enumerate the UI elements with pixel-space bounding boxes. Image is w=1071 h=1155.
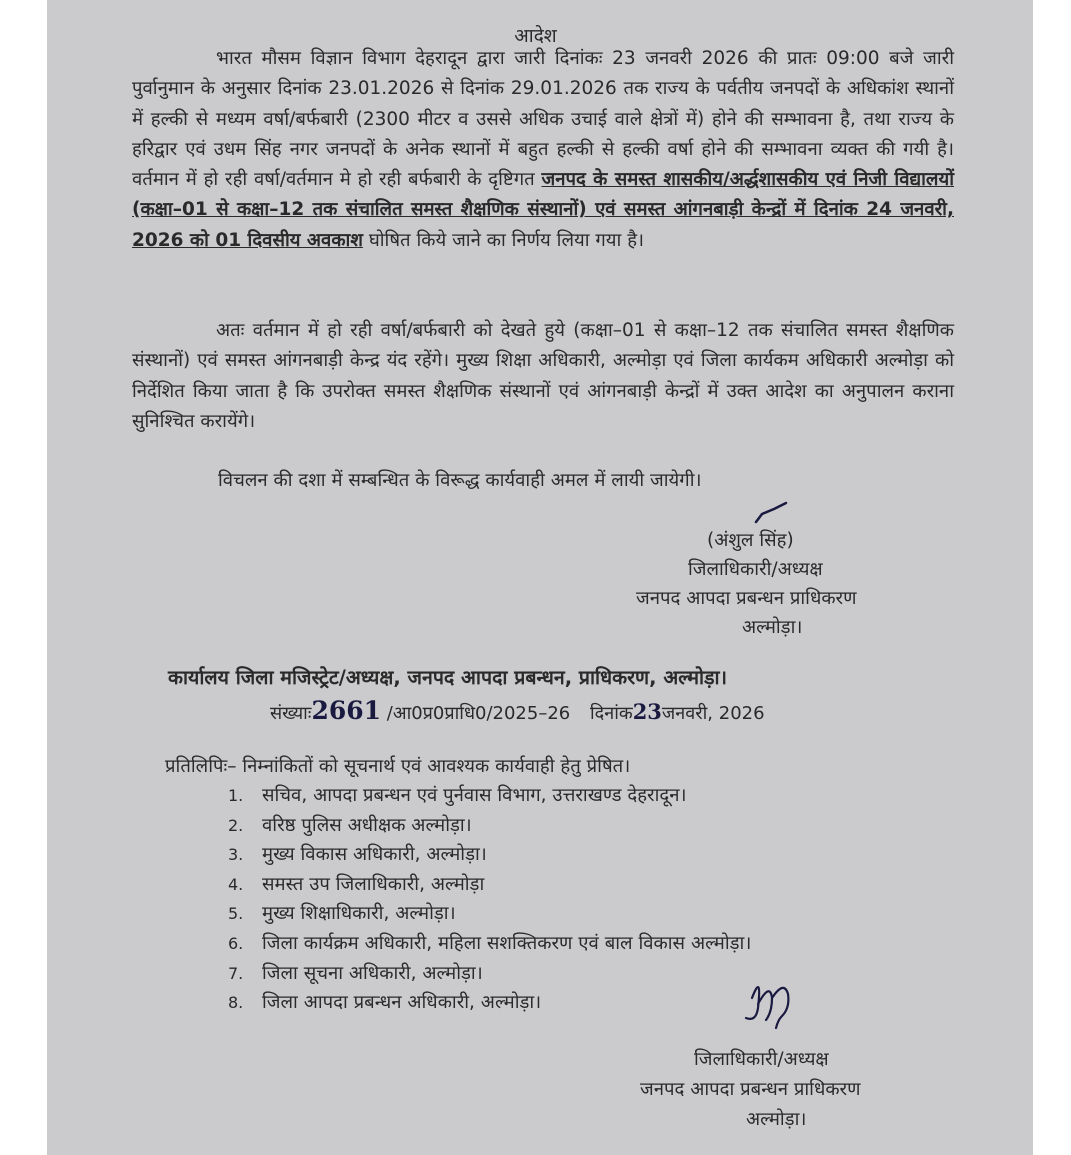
signatory-authority-2: जनपद आपदा प्रबन्धन प्राधिकरण <box>640 1079 861 1100</box>
list-item-number: 2. <box>228 815 244 835</box>
list-item <box>228 959 751 989</box>
order-paragraph-1-end: घोषित किये जाने का निर्णय लिया गया है। <box>362 229 645 251</box>
list-item-text: जिला सूचना अधिकारी, अल्मोड़ा। <box>262 962 483 984</box>
order-paragraph-1-intro: भारत मौसम विज्ञान विभाग देहरादून द्वारा जारी दिनांकः 23 जनवरी 2026 की प्रातः 09:00 बजे जारी पुर्वानुमान के अनुसार दिनांक 23.01.2026 से दिनांक 29.01.2026 तक राज्य के पर्वतीय जनपदों के अधिकांश स्थानों में हल्की से मध्यम वर्षा/बर्फबारी (2300 मीटर व उससे अधिक उचाई वाले क्षेत्रों में) होने की सम्भावना है, तथा राज्य के हरिद्वार एवं उधम सिंह नगर जनपदों के अनेक स्थानों में बहुत हल्की से हल्की वर्षा होने की सम्भावना व्यक्त की गयी है। वर्तमान में हो रही वर्षा/वर्तमान मे हो रही बर्फबारी के दृष्टिगत <box>132 48 954 191</box>
list-item-text: मुख्य शिक्षाधिकारी, अल्मोड़ा। <box>262 903 456 925</box>
copy-to-list <box>228 781 751 1018</box>
list-item-text: वरिष्ठ पुलिस अधीक्षक अल्मोड़ा। <box>262 814 472 836</box>
list-item-number: 3. <box>228 845 244 865</box>
signatory-designation-2: जिलाधिकारी/अध्यक्ष <box>694 1049 829 1070</box>
reference-line <box>270 696 765 725</box>
reference-date-day-handwritten: 23 <box>632 699 662 724</box>
holiday-declaration: जनपद के समस्त शासकीय/अर्द्धशासकीय एवं निजी विद्यालयों (कक्षा–01 से कक्षा–12 तक संचालित समस्त शैक्षणिक संस्थानों) एवं समस्त आंगनबाड़ी केन्द्रों में दिनांक 24 जनवरी, 2026 को 01 दिवसीय अवकाश <box>132 169 954 251</box>
list-item <box>228 899 751 929</box>
signatory-designation-1: जिलाधिकारी/अध्यक्ष <box>688 559 823 580</box>
order-paragraph-2: अतः वर्तमान में हो रही वर्षा/बर्फबारी को देखते हुये (कक्षा–01 से कक्षा–12 तक संचालित समस्त शैक्षणिक संस्थानों) एवं समस्त आंगनबाड़ी केन्द्र यंद रहेंगे। मुख्य शिक्षा अधिकारी, अल्मोड़ा एवं जिला कार्यकम अधिकारी अल्मोड़ा को निर्देशित किया जाता है कि उपरोक्त समस्त शैक्षणिक संस्थानों एवं आंगनबाड़ी केन्द्रों में उक्त आदेश का अनुपालन कराना सुनिश्चित करायेंगे। <box>132 320 954 432</box>
list-item <box>228 929 751 959</box>
list-item-number: 5. <box>228 904 244 924</box>
reference-number-handwritten: 2661 <box>311 696 382 725</box>
list-item-text: मुख्य विकास अधिकारी, अल्मोड़ा। <box>262 844 487 866</box>
list-item-number: 7. <box>228 963 244 983</box>
order-paragraph-3: विचलन की दशा में सम्बन्धित के विरूद्ध कार्यवाही अमल में लायी जायेगी। <box>218 470 702 491</box>
list-item <box>228 870 751 900</box>
list-item-number: 1. <box>228 786 244 805</box>
list-item <box>228 840 751 870</box>
office-header: कार्यालय जिला मजिस्ट्रेट/अध्यक्ष, जनपद आपदा प्रबन्धन, प्राधिकरण, अल्मोड़ा। <box>168 666 727 689</box>
signature-scribble-2 <box>736 968 806 1048</box>
order-paragraph-1 <box>132 44 954 256</box>
list-item <box>228 988 751 1018</box>
list-item <box>228 781 751 811</box>
list-item <box>228 811 751 841</box>
list-item-text: सचिव, आपदा प्रबन्धन एवं पुर्नवास विभाग, उत्तराखण्ड देहरादून। <box>262 785 687 806</box>
reference-date-rest: जनवरी, 2026 <box>661 703 765 724</box>
signature-tick-1 <box>752 500 792 530</box>
signatory-place-2: अल्मोड़ा। <box>746 1109 807 1130</box>
signatory-name: (अंशुल सिंह) <box>707 530 794 551</box>
signatory-place-1: अल्मोड़ा। <box>742 617 803 638</box>
copy-to-heading: प्रतिलिपिः– निम्नांकितों को सूचनार्थ एवं आवश्यक कार्यवाही हेतु प्रेषित। <box>165 756 631 777</box>
reference-number-label: संख्याः <box>270 703 312 724</box>
list-item-number: 8. <box>228 993 244 1013</box>
list-item-number: 6. <box>228 933 244 953</box>
list-item-text: जिला आपदा प्रबन्धन अधिकारी, अल्मोड़ा। <box>262 992 542 1014</box>
list-item-text: समस्त उप जिलाधिकारी, अल्मोड़ा <box>262 873 485 895</box>
reference-file-code: /आ0प्र0प्राधि0/2025–26 <box>386 703 571 724</box>
order-title: आदेश <box>514 25 557 47</box>
list-item-number: 4. <box>228 874 244 894</box>
signatory-authority-1: जनपद आपदा प्रबन्धन प्राधिकरण <box>636 588 857 609</box>
reference-date-label: दिनांक <box>589 703 633 724</box>
list-item-text: जिला कार्यक्रम अधिकारी, महिला सशक्तिकरण एवं बाल विकास अल्मोड़ा। <box>262 932 752 954</box>
